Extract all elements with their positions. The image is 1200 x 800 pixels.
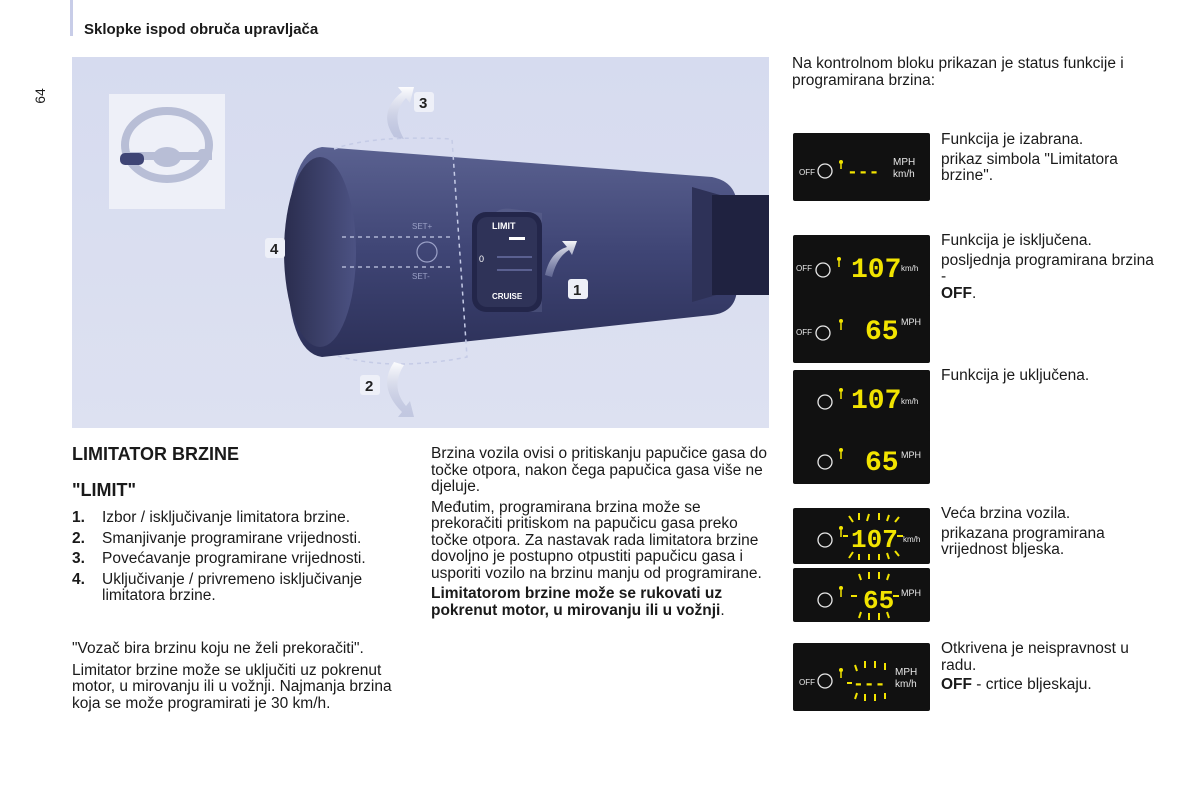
arrow-3-icon	[387, 87, 414, 139]
list-item: 4. Uključivanje / privremeno isključivanje limitatora brzine.	[72, 570, 363, 604]
heading-limitator: LIMITATOR BRZINE	[72, 444, 239, 464]
lcd-display-blink-mph	[793, 568, 930, 622]
lcd-display-on-mph	[793, 430, 930, 484]
svg-text:MPH: MPH	[895, 667, 918, 678]
header-accent-bar	[70, 0, 73, 36]
svg-text:107: 107	[851, 525, 898, 555]
left-paragraphs	[72, 641, 402, 717]
svg-text:km/h: km/h	[901, 397, 919, 406]
svg-text:65: 65	[865, 448, 899, 479]
state-fault: Otkrivena je neispravnost u radu. OFF - crtice bljeskaju.	[941, 640, 1129, 693]
svg-text:65: 65	[863, 586, 895, 616]
svg-text:OFF: OFF	[796, 328, 812, 337]
list-item: 2. Smanjivanje programirane vrijednosti.	[72, 529, 362, 547]
set-plus-label: SET+	[412, 222, 433, 231]
set-minus-label: SET-	[412, 272, 430, 281]
svg-text:---: ---	[853, 675, 886, 695]
paragraph: Limitatorom brzine može se rukovati uz pokrenut motor, u mirovanju ili u vožnji.	[431, 585, 725, 619]
svg-text:MPH: MPH	[901, 317, 921, 327]
arrow-2-icon	[387, 362, 414, 417]
svg-text:km/h: km/h	[893, 169, 915, 180]
svg-text:MPH: MPH	[901, 450, 921, 460]
svg-text:1: 1	[573, 282, 582, 299]
svg-text:km/h: km/h	[903, 535, 921, 544]
svg-text:km/h: km/h	[901, 264, 919, 273]
list-item: 1. Izbor / isključivanje limitatora brzine.	[72, 509, 351, 526]
page-number: 64	[31, 88, 48, 104]
callout-1	[568, 279, 588, 299]
lcd-display-off-kmh	[793, 235, 930, 303]
svg-text:65: 65	[865, 317, 899, 348]
paragraph: "Vozač bira brzinu koju ne želi prekoračiti".	[72, 640, 364, 657]
state-on: Funkcija je uključena.	[941, 367, 1090, 384]
paragraph: Limitator brzine može se uključiti uz pokrenut motor, u mirovanju ili u vožnji. Najmanja brzina koja se može programirati je 30 km/h.	[72, 661, 392, 712]
callout-3	[414, 92, 434, 112]
callout-4	[265, 238, 285, 258]
lcd-display-fault	[793, 643, 930, 711]
lcd-display-on-kmh	[793, 370, 930, 438]
svg-text:OFF: OFF	[799, 678, 815, 687]
svg-text:107: 107	[851, 255, 902, 286]
svg-text:MPH: MPH	[893, 157, 916, 168]
display-intro: Na kontrolnom bloku prikazan je status funkcije i programirana brzina:	[792, 55, 1124, 89]
svg-text:---: ---	[847, 163, 880, 183]
middle-paragraphs	[431, 446, 771, 623]
svg-text:OFF: OFF	[799, 168, 815, 177]
controls-list	[72, 510, 412, 609]
state-off: Funkcija je isključena. posljednja programirana brzina - OFF.	[941, 232, 1154, 302]
lcd-display-off-mph	[793, 295, 930, 363]
zero-label: 0	[479, 254, 485, 264]
svg-text:4: 4	[270, 241, 279, 258]
lcd-display-selected	[793, 133, 930, 201]
cruise-label: CRUISE	[492, 292, 523, 301]
stalk-illustration	[72, 57, 769, 428]
svg-text:2: 2	[365, 378, 374, 395]
paragraph: Brzina vozila ovisi o pritiskanju papučice gasa do točke otpora, nakon čega papučica gasa više ne djeluje.	[431, 445, 768, 495]
section-title: Sklopke ispod obruča upravljača	[84, 21, 319, 38]
svg-text:3: 3	[419, 95, 428, 112]
svg-text:MPH: MPH	[901, 588, 921, 598]
svg-text:km/h: km/h	[895, 679, 917, 690]
steering-wheel-icon	[109, 94, 225, 209]
svg-text:107: 107	[851, 386, 902, 417]
limit-label: LIMIT	[492, 221, 516, 231]
subheading-limit: "LIMIT"	[72, 480, 137, 500]
callout-2	[360, 375, 380, 395]
lcd-display-blink-kmh	[793, 508, 930, 564]
list-item: 3. Povećavanje programirane vrijednosti.	[72, 550, 366, 567]
state-overspeed: Veća brzina vozila. prikazana programirana vrijednost bljeska.	[941, 505, 1105, 558]
state-selected: Funkcija je izabrana. prikaz simbola "Limitatora brzine".	[941, 131, 1118, 184]
paragraph: Međutim, programirana brzina može se prekoračiti pritiskom na papučicu gasa preko točke otpora. Za nastavak rada limitatora brzine dovoljno je postupno otpustiti papučicu gasa i usporiti vozilo na brzinu manju od programirane.	[431, 498, 762, 582]
svg-text:OFF: OFF	[796, 264, 812, 273]
